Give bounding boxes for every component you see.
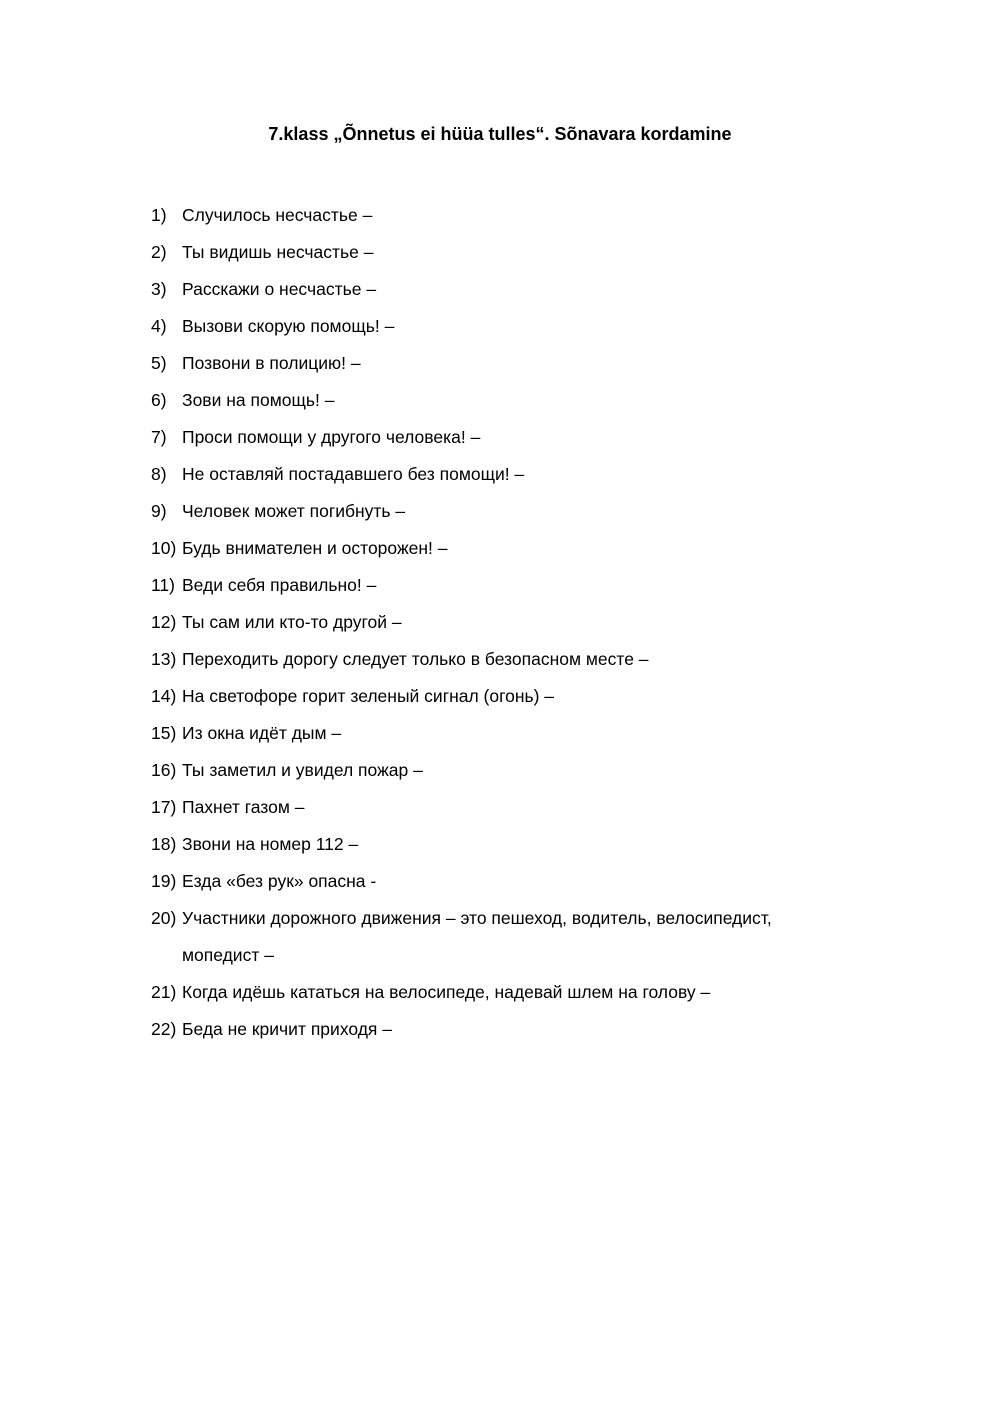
vocabulary-list — [151, 197, 871, 1048]
item-text: Веди себя правильно! – — [182, 575, 377, 595]
list-item — [151, 308, 871, 345]
item-number: 21) — [151, 982, 177, 1002]
list-item — [151, 197, 871, 234]
list-item — [151, 974, 871, 1011]
item-number: 2) — [151, 242, 167, 262]
item-number: 9) — [151, 501, 167, 521]
item-text: Ты сам или кто-то другой – — [182, 612, 402, 632]
item-text: Расскажи о несчастье – — [182, 279, 377, 299]
item-number: 16) — [151, 760, 177, 780]
list-item — [151, 789, 871, 826]
item-text: Не оставляй постадавшего без помощи! – — [182, 464, 525, 484]
list-item — [151, 530, 871, 567]
list-item — [151, 863, 871, 900]
list-item — [151, 1011, 871, 1048]
item-number: 22) — [151, 1019, 177, 1039]
item-text: Участники дорожного движения – это пешеход, водитель, велосипедист, мопедист – — [182, 900, 871, 974]
item-text-continuation: мопедист – — [182, 945, 274, 965]
list-item — [151, 271, 871, 308]
list-item — [151, 567, 871, 604]
list-item — [151, 678, 871, 715]
item-text: Проси помощи у другого человека! – — [182, 427, 481, 447]
item-number: 12) — [151, 612, 177, 632]
item-number: 3) — [151, 279, 167, 299]
item-number: 18) — [151, 834, 177, 854]
item-number: 19) — [151, 871, 177, 891]
item-text: Человек может погибнуть – — [182, 501, 406, 521]
list-item — [151, 826, 871, 863]
list-item — [151, 234, 871, 271]
item-number: 20) — [151, 908, 177, 928]
item-text: Пахнет газом – — [182, 797, 305, 817]
item-text: На светофоре горит зеленый сигнал (огонь) – — [182, 686, 555, 706]
list-item — [151, 382, 871, 419]
item-text: Вызови скорую помощь! – — [182, 316, 395, 336]
item-text: Будь внимателен и осторожен! – — [182, 538, 448, 558]
item-number: 7) — [151, 427, 167, 447]
list-item — [151, 900, 871, 974]
item-number: 15) — [151, 723, 177, 743]
item-number: 4) — [151, 316, 167, 336]
list-item — [151, 456, 871, 493]
list-item — [151, 345, 871, 382]
item-text: Ты заметил и увидел пожар – — [182, 760, 423, 780]
list-item — [151, 604, 871, 641]
list-item — [151, 715, 871, 752]
item-text: Зови на помощь! – — [182, 390, 335, 410]
item-number: 8) — [151, 464, 167, 484]
item-number: 11) — [151, 575, 175, 595]
list-item — [151, 752, 871, 789]
item-text: Беда не кричит приходя – — [182, 1019, 392, 1039]
item-text: Позвони в полицию! – — [182, 353, 361, 373]
item-number: 5) — [151, 353, 167, 373]
list-item — [151, 419, 871, 456]
page-title: 7.klass „Õnnetus ei hüüa tulles“. Sõnavara kordamine — [268, 124, 732, 144]
item-number: 17) — [151, 797, 177, 817]
list-item — [151, 641, 871, 678]
list-item — [151, 493, 871, 530]
item-text: Из окна идёт дым – — [182, 723, 342, 743]
item-text: Случилось несчастье – — [182, 205, 373, 225]
item-number: 6) — [151, 390, 167, 410]
item-text: Ты видишь несчастье – — [182, 242, 374, 262]
item-text: Езда «без рук» опасна - — [182, 871, 377, 891]
item-text: Когда идёшь кататься на велосипеде, надевай шлем на голову – — [182, 982, 711, 1002]
item-number: 1) — [151, 205, 167, 225]
item-number: 13) — [151, 649, 177, 669]
item-text: Переходить дорогу следует только в безопасном месте – — [182, 649, 649, 669]
item-number: 10) — [151, 538, 177, 558]
item-text: Звони на номер 112 – — [182, 834, 359, 854]
item-number: 14) — [151, 686, 177, 706]
